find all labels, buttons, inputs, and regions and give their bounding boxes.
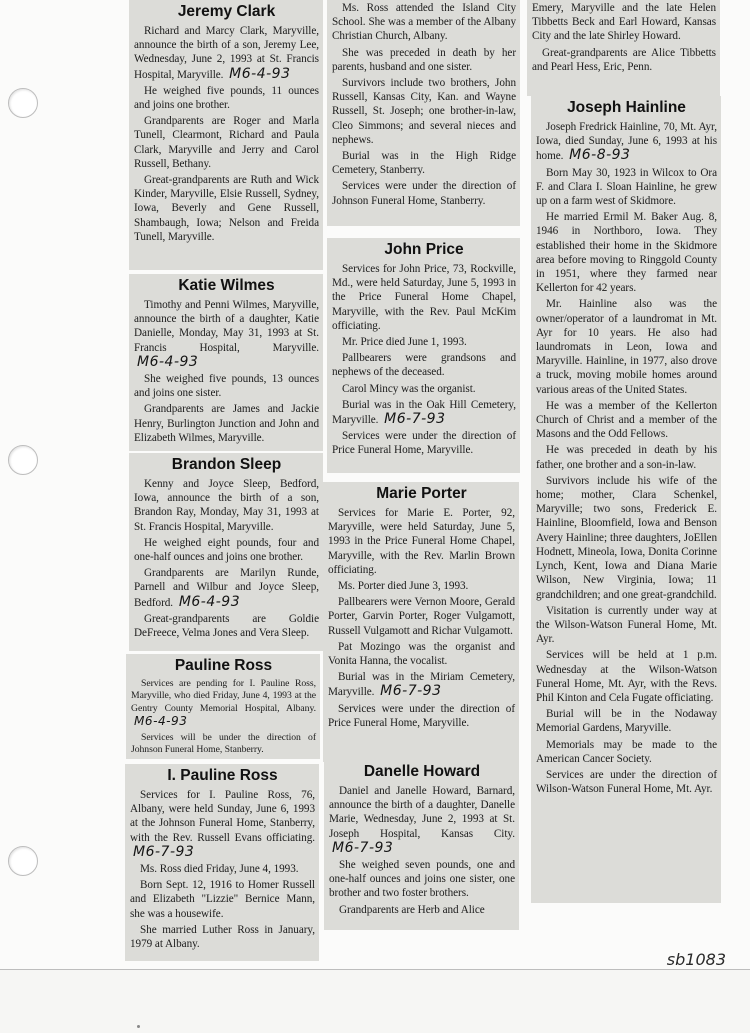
paragraph-text: Emery, Maryville and the late Helen Tibbetts Beck and Earl Howard, Kansas City and the late Shirley Howard. [532,2,716,43]
paragraph-text: Great-grandparents are Alice Tibbetts and Pearl Hess, Eric, Penn. [532,46,716,73]
clipping-john-price [327,238,520,473]
paragraph-text: Daniel and Janelle Howard, Barnard, announce the birth of a daughter, Danelle Marie, Wednesday, June 2, 1993 at St. Joseph Hospital, Kansas City. [329,785,515,840]
paragraph-text: Pallbearers were Vernon Moore, Gerald Porter, Garvin Porter, Roger Vulgamott, Russell Vulgamott and Richar Vulgamott. [328,596,515,637]
paragraph [536,474,717,602]
paragraph [536,648,717,705]
paragraph-text: Ms. Ross died Friday, June 4, 1993. [140,863,299,876]
headline: Marie Porter [376,485,467,502]
paragraph-text: Services are pending for I. Pauline Ross, Maryville, who died Friday, June 4, 1993 at the Gentry County Memorial Hospital, Albany. [131,678,316,714]
paragraph-text: Services for I. Pauline Ross, 76, Albany, were held Sunday, June 6, 1993 at the Johnson Funeral Home, Stanberry, with the Rev. Russell Evans officiating. [130,789,315,844]
paragraph [134,612,319,640]
paragraph [536,120,717,164]
paragraph [134,372,319,400]
paragraph [536,399,717,442]
handwritten-date-note: M6-4-93 [137,353,199,370]
paragraph-text: Pallbearers were grandsons and nephews of the deceased. [332,352,516,379]
paragraph-text: Ms. Porter died June 3, 1993. [338,580,469,593]
paragraph [332,1,516,44]
paragraph [328,506,515,577]
handwritten-date-note: M6-8-93 [569,147,631,164]
paragraph-text: Services are under the direction of Wilson-Watson Funeral Home, Mt. Ayr. [536,768,717,796]
handwritten-date-note: M6-4-93 [134,714,188,729]
handwritten-date-note: M6-7-93 [133,843,195,860]
paragraph [134,298,319,370]
paragraph-text: She married Luther Ross in January, 1979 at Albany. [130,923,315,951]
paragraph [536,738,717,766]
paragraph [134,114,319,171]
paragraph [536,210,717,295]
paragraph-text: Born May 30, 1923 in Wilcox to Ora F. and Clara I. Sloan Hainline, he grew up on a farm west of Skidmore. [536,166,717,208]
headline: Joseph Hainline [567,99,686,116]
paragraph [536,297,717,396]
paragraph [532,46,716,74]
paragraph-text: Services for Marie E. Porter, 92, Maryville, were held Saturday, June 5, 1993 in the Price Funeral Home Chapel, Maryville, with the Rev. Marlin Brown officiating. [328,507,515,576]
paragraph-text: Burial was in the High Ridge Cemetery, Stanberry. [332,150,516,177]
paragraph-text: Burial was in the Miriam Cemetery, Maryville. [328,671,515,699]
paragraph-text: Services will be under the direction of Johnson Funeral Home, Stanberry. [131,731,316,756]
speck [137,1025,140,1028]
paragraph [329,858,515,901]
paragraph [332,351,516,379]
clipping-ross-continued [327,0,520,226]
paragraph-text: Ms. Ross attended the Island City School. She was a member of the Albany Christian Church, Albany. [332,2,516,43]
paragraph [332,335,516,349]
paragraph-text: Services were under the direction of Price Funeral Home, Maryville. [332,430,516,457]
paragraph [328,640,515,668]
paragraph-text: He married Ermil M. Baker Aug. 8, 1946 in Northboro, Iowa. They established their home in the Skidmore area before moving to Ringgold County in 1951, where they farmed near Kellerton for 42 years. [536,211,717,295]
paragraph-text: Pat Mozingo was the organist and Vonita Hanna, the vocalist. [328,640,515,668]
paragraph-text: Great-grandparents are Goldie DeFreece, Velma Jones and Vera Sleep. [134,612,319,640]
paragraph-text: Richard and Marcy Clark, Maryville, announce the birth of a son, Jeremy Lee, Wednesday, June 2, 1993 at St. Francis Hospital, Maryville. [134,25,319,81]
paragraph-text: Grandparents are James and Jackie Henry, Burlington Junction and John and Elizabeth Wilmes, Maryville. [134,403,319,444]
paragraph-text: Survivors include two brothers, John Russell, Kansas City, Kan. and Wayne Russell, St. Joseph; one brother-in-law, Cleo Simmons; and several nieces and nephews. [332,77,516,146]
clipping-brandon-sleep [129,453,323,651]
paragraph-text: She weighed seven pounds, one and one-half ounces and joins one sister, one brother and two foster brothers. [329,859,515,900]
paragraph-text: He was a member of the Kellerton Church of Christ and a member of the Masons and the Odd Fellows. [536,399,717,441]
punch-hole [8,846,38,876]
paragraph [332,46,516,74]
handwritten-date-note: M6-7-93 [380,683,442,700]
paragraph-text: Kenny and Joyce Sleep, Bedford, Iowa, announce the birth of a son, Brandon Ray, Monday, May 31, 1993 at St. Francis Hospital, Maryville. [134,478,319,533]
paragraph [134,173,319,244]
handwritten-date-note: M6-4-93 [178,593,241,610]
paragraph-text: Grandparents are Roger and Marla Tunell, Clearmont, Richard and Paula Clark, Maryville and Jerry and Carol Russell, Bethany. [134,115,319,170]
paragraph-text: Survivors include his wife of the home; mother, Clara Schenkel, Maryville; two sons, Frederick E. Hainline, Bloomfield, Iowa and Benson Avery Hainline; three daughters, JoEllen Hodnett, Mineola, Iowa, Donita Corinne Lynch, Kent, Iowa and Diana Marie Wilson, New Virginia, Iowa; 11 grandchildren; and one great-grandchild. [536,474,717,601]
paragraph [332,429,516,457]
paragraph [134,84,319,112]
paragraph [131,678,316,730]
paragraph-text: Mr. Price died June 1, 1993. [342,336,467,349]
paragraph-text: Memorials may be made to the American Cancer Society. [536,738,717,765]
paragraph [131,732,316,757]
paragraph [134,477,319,534]
paragraph [328,702,515,730]
paragraph [328,670,515,699]
clipping-katie-wilmes [129,274,323,451]
clipping-marie-porter [323,482,519,762]
headline: Jeremy Clark [177,3,276,20]
paragraph [332,149,516,177]
paragraph-text: Born Sept. 12, 1916 to Homer Russell and Elizabeth "Lizzie" Bernice Mann, she was a housewife. [130,879,315,920]
clipping-joseph-hainline [531,96,721,903]
paragraph [332,262,516,333]
headline: John Price [384,241,464,258]
paragraph-text: Carol Mincy was the organist. [342,382,476,395]
paragraph [134,536,319,564]
headline: Danelle Howard [363,763,481,780]
paragraph [328,595,515,638]
paragraph-text: Grandparents are Marilyn Runde, Parnell and Wilbur and Joyce Sleep, Bedford. [134,567,319,609]
handwritten-date-note: M6-7-93 [384,411,446,428]
paragraph-text: Timothy and Penni Wilmes, Maryville, announce the birth of a daughter, Katie Danielle, Monday, May 31, 1993 at St. Francis Hospital, Maryville. [134,299,319,354]
headline: Brandon Sleep [171,456,282,473]
paragraph-text: Joseph Fredrick Hainline, 70, Mt. Ayr, Iowa, died Sunday, June 6, 1993 at his home. [536,121,717,163]
paragraph-text: Grandparents are Herb and Alice [339,903,485,916]
paragraph [134,24,319,82]
paragraph-text: He weighed five pounds, 11 ounces and joins one brother. [134,84,319,112]
clipping-i-pauline-ross [125,764,319,961]
paragraph [130,788,315,860]
paragraph-text: Services were under the direction of Price Funeral Home, Maryville. [328,702,515,729]
headline: Katie Wilmes [178,277,275,294]
paragraph [130,878,315,921]
paragraph [332,76,516,147]
paragraph [536,166,717,209]
punch-hole [8,88,38,118]
handwritten-date-note: M6-4-93 [229,65,291,82]
paragraph-text: She was preceded in death by her parents, husband and one sister. [332,46,516,73]
paragraph [536,443,717,471]
paragraph-text: Great-grandparents are Ruth and Wick Kinder, Maryville, Elsie Russell, Sydney, Iowa, Beverly and Gene Russell, Shambaugh, Iowa; Nelson and Freida Tunell, Maryville. [134,174,319,243]
paragraph [536,604,717,647]
paragraph [130,923,315,951]
paragraph-text: He was preceded in death by his father, one brother and a son-in-law. [536,444,717,471]
paragraph [536,707,717,735]
paragraph-text: She weighed five pounds, 13 ounces and joins one sister. [134,373,319,400]
paragraph [130,862,315,876]
paragraph-text: Visitation is currently under way at the Wilson-Watson Funeral Home, Mt. Ayr. [536,604,717,646]
paragraph [332,398,516,427]
paragraph [328,579,515,593]
headline: I. Pauline Ross [167,767,278,784]
paragraph [332,179,516,207]
paragraph-text: Burial will be in the Nodaway Memorial Gardens, Maryville. [536,708,717,735]
page-mark: sb1083 [666,950,726,969]
clipping-jeremy-clark [129,0,323,270]
paragraph [134,566,319,610]
clipping-howard-continued [527,0,720,96]
paragraph [329,903,515,917]
handwritten-date-note: M6-7-93 [332,839,394,856]
paragraph [536,768,717,796]
paragraph [134,402,319,445]
paragraph-text: Services will be held at 1 p.m. Wednesday at the Wilson-Watson Funeral Home, Mt. Ayr, with the Revs. Phil Kinton and Cela Fugate officiating. [536,649,717,704]
paragraph [532,1,716,44]
paragraph [332,382,516,396]
headline: Pauline Ross [174,657,273,674]
paragraph-text: He weighed eight pounds, four and one-half ounces and joins one brother. [134,536,319,564]
paragraph [329,784,515,856]
clipping-danelle-howard [324,760,519,930]
paragraph-text: Services for John Price, 73, Rockville, Md., were held Saturday, June 5, 1993 in the Price Funeral Home Chapel, Maryville, with the Rev. Paul McKim officiating. [332,263,516,332]
paragraph-text: Burial was in the Oak Hill Cemetery, Maryville. [332,398,516,427]
paragraph-text: Services were under the direction of Johnson Funeral Home, Stanberry. [332,180,516,207]
paragraph-text: Mr. Hainline also was the owner/operator of a laundromat in Mt. Ayr for 10 years. He also had laundromats in Leon, Iowa and Maryville. Hainline, in 1977, also drove a truck, moving mobile homes around various areas of the United States. [536,298,717,396]
clipping-pauline-ross [126,654,320,759]
punch-hole [8,445,38,475]
